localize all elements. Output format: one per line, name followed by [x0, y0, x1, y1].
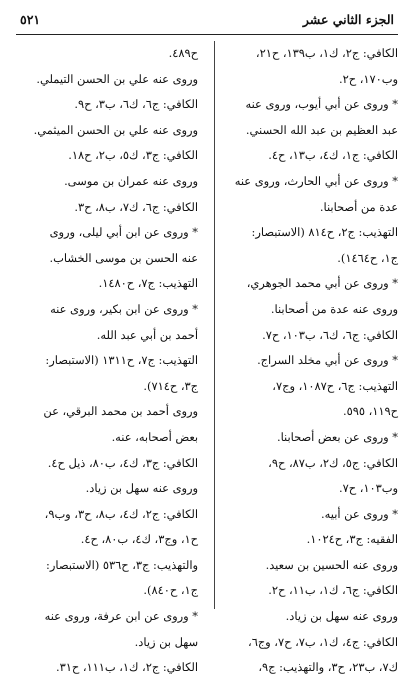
text-line: والتهذيب: ج٣، ح٥٣٦ (الاستبصار: — [46, 557, 198, 572]
text-line: الكافي: ج٦، ك٧، ب٨، ح٣. — [74, 199, 198, 214]
text-line: وروى عنه الحسين بن سعيد. — [265, 557, 398, 572]
text-line: الكافي: ج٥، ك٢، ب٨٧، ح٩، — [268, 455, 398, 470]
column-divider — [214, 41, 215, 609]
text-line: وروى عنه عدة من أصحابنا. — [270, 301, 398, 316]
right-column — [218, 41, 398, 675]
text-line: ح١١٩، ٥٩٥. — [342, 404, 398, 419]
text-line: عدة من أصحابنا. — [319, 199, 398, 214]
text-line: الكافي: ج٤، ك١، ب٧، ح٧، وج٦، — [248, 634, 398, 649]
text-line: الفقيه: ج٣، ح١٠٢٤. — [306, 532, 398, 547]
text-line: ج١، ح١٤٦٤). — [337, 250, 398, 265]
text-line: وب١٠٣، ح٧. — [339, 481, 398, 496]
two-column-body — [16, 41, 398, 675]
text-line: الكافي: ج٦، ك٦، ب٣، ح٩. — [74, 97, 198, 112]
text-line: * وروى عن بعض أصحابنا. — [276, 429, 398, 444]
text-line: التهذيب: ج٧، ح١٣١١ (الاستبصار: — [45, 353, 198, 368]
text-line: وروى عنه علي بن الحسن الميثمي. — [33, 122, 198, 137]
text-line: وروى عنه علي بن الحسن التيملي. — [36, 71, 198, 86]
text-line: عبد العظيم بن عبد الله الحسني. — [245, 122, 398, 137]
text-line: الكافي: ج٦، ك٦، ب١٠٣، ح٧. — [262, 327, 398, 342]
text-line: وروى عنه عمران بن موسى. — [64, 173, 198, 188]
text-line: ح٤٨٩. — [168, 46, 198, 60]
text-line: ج١، ح٨٤٠). — [143, 583, 198, 598]
text-line: * وروى عن أبي الحارث، وروى عنه — [234, 173, 398, 188]
text-line: ك٧، ب٢٣، ح٣، والتهذيب: ج٩، — [258, 660, 398, 675]
text-line: * وروى عن أبيه. — [321, 506, 398, 521]
text-line: الكافي: ج٣، ك٥، ب٢، ح١٨. — [68, 148, 198, 163]
left-column — [18, 41, 198, 675]
text-line: * وروى عن ابن عرفة، وروى عنه — [44, 609, 198, 624]
page-number: ٥٢١ — [20, 12, 41, 27]
text-line: الكافي: ج٢، ك١، ب١٣٩، ح٢١، — [255, 46, 398, 60]
text-line: التهذيب: ج٦، ح١٠٨٧، وج٧، — [272, 378, 398, 393]
text-line: بعض أصحابه، عنه. — [111, 429, 198, 444]
text-line: الكافي: ج٢، ك٤، ب٨، ح٣، وب٩، — [44, 506, 198, 521]
text-line: * وروى عن أبي مخلد السراج. — [257, 353, 398, 368]
text-line: أحمد بن أبي عبد الله. — [96, 327, 198, 342]
text-line: الكافي: ج٣، ك٤، ب٨٠، ذيل ح٤. — [47, 455, 198, 470]
text-line: سهل بن زياد. — [134, 634, 198, 649]
text-line: وب١٧٠، ح٢. — [339, 71, 398, 86]
text-line: وروى عنه سهل بن زياد. — [85, 481, 198, 496]
text-line: * وروى عن ابن بكير، وروى عنه — [50, 301, 198, 316]
running-head-title: الجزء الثاني عشر — [302, 12, 394, 27]
text-line: الكافي: ج٦، ك١، ب١١، ح٢. — [268, 583, 398, 598]
text-line: * وروى عن ابن أبي ليلى، وروى — [49, 225, 198, 240]
text-line: ح١، وج٣، ك٤، ب٨٠، ح٤. — [80, 532, 198, 547]
text-line: وروى أحمد بن محمد البرقي، عن — [43, 404, 198, 419]
text-line: ج٣، ح٧١٤). — [143, 378, 198, 393]
text-line: * وروى عن أبي محمد الجوهري، — [246, 276, 398, 291]
text-line: * وروى عن أبي أيوب، وروى عنه — [245, 97, 398, 112]
text-line: الكافي: ج٢، ك١، ب١١١، ح٣١. — [55, 660, 198, 675]
text-line: عنه الحسن بن موسى الخشاب. — [49, 250, 198, 265]
text-line: الكافي: ج١، ك٤، ب١٣، ح٤. — [268, 148, 398, 163]
page-header — [16, 12, 398, 35]
text-line: التهذيب: ج٧، ح١٤٨٠. — [98, 276, 198, 291]
text-line: التهذيب: ج٢، ح٨١٤ (الاستبصار: — [251, 225, 398, 240]
text-line: وروى عنه سهل بن زياد. — [285, 609, 398, 624]
